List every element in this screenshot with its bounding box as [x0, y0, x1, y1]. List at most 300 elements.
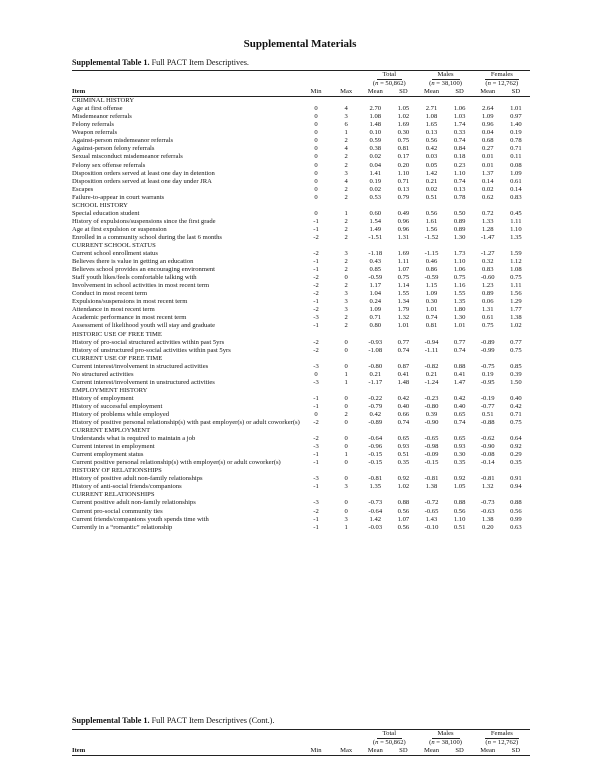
males-mean: 0.02 — [425, 185, 438, 193]
section-title: HISTORY OF RELATIONSHIPS — [72, 467, 162, 475]
item-label: Age at first offense — [72, 105, 123, 113]
table-row — [72, 121, 530, 129]
total-mean: -0.93 — [368, 338, 383, 346]
total-sd: 0.74 — [397, 346, 410, 354]
total-mean: 1.08 — [369, 113, 382, 121]
females-mean: 0.72 — [481, 209, 494, 217]
total-sd: 1.48 — [397, 378, 410, 386]
females-sd: 0.85 — [510, 362, 522, 370]
section-header-row — [72, 202, 530, 210]
females-sd: 1.35 — [510, 233, 522, 241]
item-label: Weapon referrals — [72, 129, 118, 137]
males-sd: 1.06 — [453, 266, 466, 274]
males-mean: 1.15 — [425, 282, 438, 290]
females-mean: 0.04 — [481, 129, 494, 137]
item-label: Academic performance in most recent term — [72, 314, 187, 322]
max-value: 6 — [344, 121, 348, 129]
males-mean: 0.13 — [425, 129, 438, 137]
table-body — [72, 97, 530, 532]
item-label: Misdemeanor referrals — [72, 113, 132, 121]
table-row — [72, 475, 530, 483]
total-sd: 0.42 — [397, 394, 410, 402]
table-row — [72, 499, 530, 507]
table-row — [72, 137, 530, 145]
max-value: 0 — [344, 338, 348, 346]
males-mean: 1.08 — [425, 113, 438, 121]
total-sd: 1.69 — [397, 250, 410, 258]
item-label: History of positive adult non-family relationships — [72, 475, 203, 483]
table-row — [72, 298, 530, 306]
females-mean: 1.31 — [481, 306, 494, 314]
max-value: 1 — [344, 451, 348, 459]
total-sd: 1.10 — [397, 169, 410, 177]
table-row — [72, 186, 530, 194]
n-total: (n = 50,862) — [372, 80, 406, 88]
males-sd: 0.89 — [453, 225, 466, 233]
item-label: Current school enrollment status — [72, 250, 158, 258]
col-header-min: Min — [301, 747, 331, 756]
section-header-row — [72, 331, 530, 339]
males-mean: 1.56 — [425, 225, 438, 233]
n-females: (n = 12,762) — [485, 80, 519, 88]
max-value: 3 — [344, 113, 348, 121]
males-sd: 1.35 — [453, 298, 466, 306]
males-sd: 1.10 — [453, 258, 466, 266]
col-header-sd: SD — [446, 747, 474, 756]
females-sd: 1.08 — [510, 266, 522, 274]
females-mean: 1.32 — [481, 483, 494, 491]
col-header-min: Min — [301, 88, 331, 97]
table-row — [72, 483, 530, 491]
females-sd: 1.38 — [510, 314, 522, 322]
min-value: -1 — [313, 225, 319, 233]
item-label: Currently in a “romantic” relationship — [72, 523, 173, 531]
total-mean: 0.04 — [369, 161, 382, 169]
min-value: -1 — [313, 394, 319, 402]
total-sd: 0.13 — [397, 185, 410, 193]
min-value: -3 — [313, 378, 319, 386]
min-value: -1 — [313, 402, 319, 410]
total-mean: -1.51 — [368, 233, 383, 241]
min-value: -2 — [313, 507, 319, 515]
min-value: 0 — [314, 193, 318, 201]
item-label: Expulsions/suspensions in most recent term — [72, 298, 188, 306]
males-sd: 0.65 — [453, 435, 466, 443]
item-label: Current friends/companions youth spends time with — [72, 515, 209, 523]
males-sd: 1.74 — [453, 121, 466, 129]
section-title: EMPLOYMENT HISTORY — [72, 386, 148, 394]
males-sd: 0.30 — [453, 451, 466, 459]
col-header-sd: SD — [502, 747, 530, 756]
col-header-sd: SD — [389, 88, 417, 97]
males-sd: 0.93 — [453, 443, 466, 451]
females-sd: 0.99 — [510, 515, 522, 523]
section-title: CURRENT SCHOOL STATUS — [72, 241, 156, 249]
total-sd: 0.66 — [397, 410, 410, 418]
males-mean: -0.80 — [424, 402, 439, 410]
total-mean: 0.02 — [369, 185, 382, 193]
males-sd: 0.74 — [453, 177, 466, 185]
total-mean: -0.79 — [368, 402, 383, 410]
col-header-item: Item — [72, 747, 301, 756]
min-value: -3 — [313, 362, 319, 370]
table-row — [72, 347, 530, 355]
females-mean: 1.33 — [481, 217, 494, 225]
males-mean: 1.61 — [425, 217, 438, 225]
males-mean: -0.94 — [424, 338, 439, 346]
group-females-header: Females — [474, 71, 530, 81]
max-value: 2 — [344, 185, 348, 193]
total-sd: 0.56 — [397, 507, 410, 515]
females-mean: -1.27 — [480, 250, 495, 258]
females-mean: 0.75 — [481, 322, 494, 330]
table-caption-label: Supplemental Table 1. — [72, 58, 150, 67]
total-sd: 1.14 — [397, 282, 410, 290]
max-value: 1 — [344, 129, 348, 137]
total-mean: 0.24 — [369, 298, 382, 306]
total-mean: -0.96 — [368, 443, 383, 451]
females-sd: 0.61 — [510, 177, 522, 185]
males-sd: 0.42 — [453, 394, 466, 402]
males-sd: 1.16 — [453, 282, 466, 290]
col-header-mean: Mean — [417, 88, 445, 97]
section-title: SCHOOL HISTORY — [72, 201, 128, 209]
females-sd: 1.56 — [510, 290, 522, 298]
max-value: 4 — [344, 105, 348, 113]
total-sd: 0.96 — [397, 225, 410, 233]
males-sd: 0.23 — [453, 161, 466, 169]
table-row — [72, 210, 530, 218]
females-mean: 0.68 — [481, 137, 494, 145]
total-sd: 0.77 — [397, 338, 410, 346]
item-label: Sexual misconduct misdemeanor referrals — [72, 153, 183, 161]
table-row — [72, 290, 530, 298]
females-mean: 0.27 — [481, 145, 494, 153]
males-sd: 0.75 — [453, 274, 466, 282]
total-sd: 0.81 — [397, 145, 410, 153]
total-sd: 0.20 — [397, 161, 410, 169]
males-sd: 1.30 — [453, 314, 466, 322]
col-header-mean: Mean — [417, 747, 445, 756]
min-value: 0 — [314, 137, 318, 145]
males-mean: -0.90 — [424, 419, 439, 427]
females-sd: 1.50 — [510, 378, 522, 386]
min-value: -2 — [313, 338, 319, 346]
total-sd: 0.56 — [397, 523, 410, 531]
females-sd: 1.59 — [510, 250, 522, 258]
females-sd: 0.97 — [510, 113, 522, 121]
table-row — [72, 153, 530, 161]
females-mean: 0.01 — [481, 153, 494, 161]
males-sd: 1.03 — [453, 113, 466, 121]
females-sd: 0.92 — [510, 443, 522, 451]
males-sd: 1.10 — [453, 515, 466, 523]
total-mean: 1.35 — [369, 483, 382, 491]
max-value: 0 — [344, 507, 348, 515]
min-value: -1 — [313, 523, 319, 531]
item-label: History of unstructured pro-social activities within past 5yrs — [72, 346, 231, 354]
item-label: Disposition orders served at least one day under JRA — [72, 177, 212, 185]
females-mean: 1.38 — [481, 515, 494, 523]
item-label: History of employment — [72, 394, 134, 402]
section-title: CURRENT USE OF FREE TIME — [72, 354, 163, 362]
males-sd: 0.89 — [453, 217, 466, 225]
total-sd: 0.87 — [397, 362, 410, 370]
max-value: 2 — [344, 193, 348, 201]
item-label: Current pro-social community ties — [72, 507, 163, 515]
females-mean: 0.96 — [481, 121, 494, 129]
table-row — [72, 274, 530, 282]
females-sd: 0.29 — [510, 451, 522, 459]
table-row — [72, 218, 530, 226]
females-mean: -0.89 — [480, 338, 495, 346]
females-mean: 1.09 — [481, 113, 494, 121]
max-value: 4 — [344, 177, 348, 185]
males-mean: 0.46 — [425, 258, 438, 266]
max-value: 0 — [344, 274, 348, 282]
item-label: Failure-to-appear in court warrants — [72, 193, 165, 201]
males-mean: 0.03 — [425, 153, 438, 161]
section-title: CURRENT RELATIONSHIPS — [72, 491, 155, 499]
col-header-sd: SD — [389, 747, 417, 756]
total-mean: 0.02 — [369, 153, 382, 161]
females-sd: 1.01 — [510, 105, 522, 113]
males-mean: -0.82 — [424, 362, 439, 370]
max-value: 1 — [344, 370, 348, 378]
table-row — [72, 113, 530, 121]
total-sd: 1.32 — [397, 314, 410, 322]
males-sd: 0.74 — [453, 137, 466, 145]
max-value: 0 — [344, 362, 348, 370]
max-value: 1 — [344, 378, 348, 386]
females-sd: 1.09 — [510, 169, 522, 177]
total-sd: 1.01 — [397, 322, 410, 330]
males-sd: 1.06 — [453, 105, 466, 113]
total-mean: 1.48 — [369, 121, 382, 129]
max-value: 2 — [344, 225, 348, 233]
table-row — [72, 194, 530, 202]
females-mean: 0.20 — [481, 523, 494, 531]
col-header-mean: Mean — [474, 747, 502, 756]
males-mean: 1.38 — [425, 483, 438, 491]
section-title: CURRENT EMPLOYMENT — [72, 427, 151, 435]
max-value: 2 — [344, 217, 348, 225]
total-sd: 0.17 — [397, 153, 410, 161]
max-value: 3 — [344, 250, 348, 258]
females-sd: 0.64 — [510, 435, 522, 443]
males-sd: 0.35 — [453, 459, 466, 467]
descriptives-table-continued — [72, 729, 530, 756]
col-header-max: Max — [331, 747, 361, 756]
total-mean: -0.80 — [368, 362, 383, 370]
table-cont-caption-text: Full PACT Item Descriptives (Cont.). — [149, 716, 275, 725]
total-mean: 0.71 — [369, 314, 382, 322]
total-mean: 1.42 — [369, 515, 382, 523]
page-heading: Supplemental Materials — [243, 38, 357, 50]
item-label: History of expulsions/suspensions since the first grade — [72, 217, 216, 225]
males-sd: 1.10 — [453, 169, 466, 177]
item-label: Disposition orders served at least one day in detention — [72, 169, 215, 177]
max-value: 2 — [344, 282, 348, 290]
total-mean: -0.73 — [368, 499, 383, 507]
item-label: History of pro-social structured activities within past 5yrs — [72, 338, 225, 346]
col-header-sd: SD — [446, 88, 474, 97]
item-label: Against-person misdemeanor referrals — [72, 137, 174, 145]
males-sd: 1.47 — [453, 378, 466, 386]
females-sd: 1.77 — [510, 306, 522, 314]
item-label: Staff youth likes/feels comfortable talking with — [72, 274, 197, 282]
females-mean: -0.88 — [480, 419, 495, 427]
min-value: 0 — [314, 185, 318, 193]
total-sd: 0.75 — [397, 274, 410, 282]
males-mean: 0.56 — [425, 209, 438, 217]
females-mean: 0.19 — [481, 370, 494, 378]
table-row — [72, 258, 530, 266]
table-row — [72, 250, 530, 258]
total-mean: -1.18 — [368, 250, 383, 258]
item-label: Against-person felony referrals — [72, 145, 155, 153]
males-sd: 0.84 — [453, 145, 466, 153]
table-row — [72, 170, 530, 178]
total-mean: 1.41 — [369, 169, 382, 177]
total-mean: -0.03 — [368, 523, 383, 531]
max-value: 0 — [344, 394, 348, 402]
females-sd: 0.71 — [510, 145, 522, 153]
max-value: 4 — [344, 145, 348, 153]
males-sd: 0.13 — [453, 185, 466, 193]
max-value: 0 — [344, 475, 348, 483]
males-mean: -0.23 — [424, 394, 439, 402]
item-label: Age at first expulsion or suspension — [72, 225, 167, 233]
females-mean: 0.06 — [481, 298, 494, 306]
item-label: No structured activities — [72, 370, 134, 378]
males-mean: 0.74 — [425, 314, 438, 322]
min-value: -2 — [313, 306, 319, 314]
table-row — [72, 443, 530, 451]
table-row — [72, 435, 530, 443]
males-mean: 0.05 — [425, 161, 438, 169]
n-total: (n = 50,862) — [372, 739, 406, 747]
males-mean: 1.01 — [425, 306, 438, 314]
n-males: (n = 38,100) — [429, 739, 462, 747]
min-value: 0 — [314, 145, 318, 153]
total-mean: -0.15 — [368, 451, 383, 459]
min-value: -3 — [313, 475, 319, 483]
min-value: 0 — [314, 105, 318, 113]
females-mean: 1.37 — [481, 169, 494, 177]
min-value: -1 — [313, 258, 319, 266]
females-sd: 0.63 — [510, 523, 522, 531]
females-mean: 0.51 — [481, 410, 494, 418]
min-value: -2 — [313, 346, 319, 354]
section-title: CRIMINAL HISTORY — [72, 97, 135, 105]
table-row — [72, 363, 530, 371]
total-sd: 0.92 — [397, 475, 410, 483]
table-row — [72, 226, 530, 234]
total-sd: 0.75 — [397, 137, 410, 145]
min-value: 0 — [314, 370, 318, 378]
min-value: -2 — [313, 435, 319, 443]
males-mean: 1.42 — [425, 169, 438, 177]
item-label: Current interest/involvement in structured activities — [72, 362, 209, 370]
males-mean: -0.10 — [424, 523, 439, 531]
total-mean: 1.09 — [369, 306, 382, 314]
min-value: 0 — [314, 129, 318, 137]
females-mean: 0.89 — [481, 290, 494, 298]
min-value: -1 — [313, 298, 319, 306]
max-value: 2 — [344, 410, 348, 418]
min-value: 0 — [314, 209, 318, 217]
females-sd: 1.12 — [510, 258, 522, 266]
descriptives-table — [72, 70, 530, 532]
total-sd: 0.88 — [397, 499, 410, 507]
total-mean: -0.64 — [368, 507, 383, 515]
females-sd: 1.40 — [510, 121, 522, 129]
total-sd: 0.51 — [397, 451, 410, 459]
females-mean: 0.02 — [481, 185, 494, 193]
total-sd: 1.07 — [397, 266, 410, 274]
min-value: 0 — [314, 169, 318, 177]
col-header-mean: Mean — [474, 88, 502, 97]
total-sd: 1.55 — [397, 290, 410, 298]
males-sd: 0.78 — [453, 193, 466, 201]
min-value: 0 — [314, 161, 318, 169]
min-value: 0 — [314, 153, 318, 161]
males-mean: -0.15 — [424, 459, 439, 467]
females-sd: 0.45 — [510, 209, 522, 217]
table-row — [72, 371, 530, 379]
males-mean: -1.24 — [424, 378, 439, 386]
min-value: -2 — [313, 274, 319, 282]
max-value: 3 — [344, 483, 348, 491]
min-value: -1 — [313, 515, 319, 523]
max-value: 3 — [344, 290, 348, 298]
table-row — [72, 516, 530, 524]
table-row — [72, 339, 530, 347]
group-males-header: Males — [417, 730, 473, 740]
total-sd: 1.31 — [397, 233, 410, 241]
item-label: Current interest/involvement in unstructured activities — [72, 378, 215, 386]
item-label: Conduct in most recent term — [72, 290, 148, 298]
total-mean: 0.19 — [369, 177, 382, 185]
males-mean: -0.65 — [424, 507, 439, 515]
table-row — [72, 419, 530, 427]
total-sd: 0.35 — [397, 459, 410, 467]
females-sd: 0.77 — [510, 338, 522, 346]
total-mean: 0.53 — [369, 193, 382, 201]
total-sd: 0.93 — [397, 443, 410, 451]
females-mean: 0.83 — [481, 266, 494, 274]
item-label: Current interest in employment — [72, 443, 155, 451]
item-label: Felony referrals — [72, 121, 114, 129]
females-mean: 2.64 — [481, 105, 494, 113]
females-mean: -0.77 — [480, 402, 495, 410]
females-sd: 0.42 — [510, 402, 522, 410]
max-value: 2 — [344, 153, 348, 161]
females-sd: 0.94 — [510, 483, 522, 491]
females-mean: 0.01 — [481, 161, 494, 169]
min-value: -1 — [313, 459, 319, 467]
table-row — [72, 411, 530, 419]
total-sd: 0.71 — [397, 177, 410, 185]
total-mean: -0.89 — [368, 419, 383, 427]
group-males-header: Males — [417, 71, 473, 81]
females-sd: 0.83 — [510, 193, 522, 201]
females-sd: 0.78 — [510, 137, 522, 145]
section-header-row — [72, 387, 530, 395]
males-mean: -0.72 — [424, 499, 439, 507]
total-mean: -0.15 — [368, 459, 383, 467]
